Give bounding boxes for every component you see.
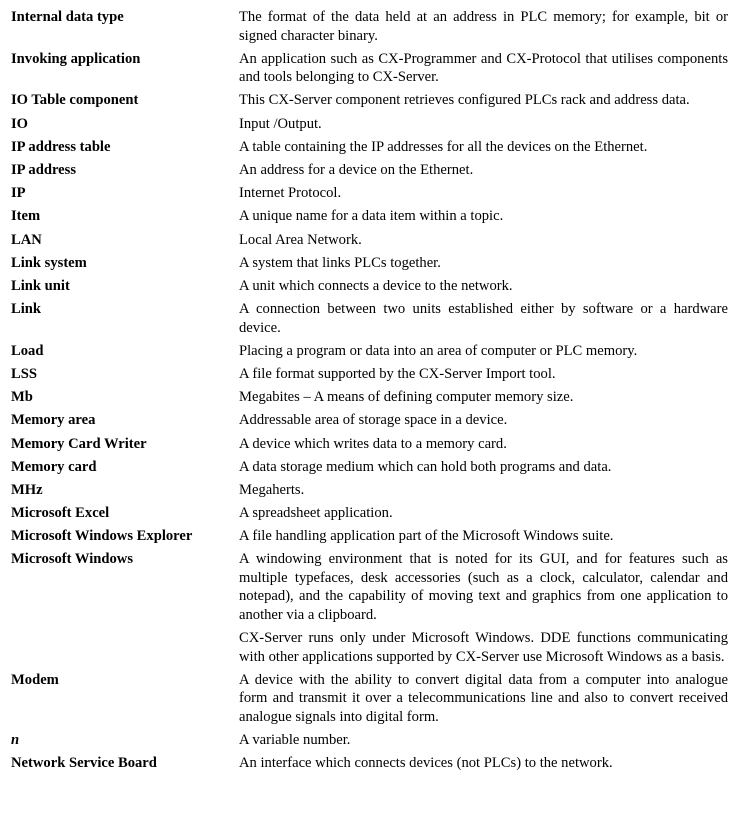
glossary-definition <box>239 671 728 727</box>
definition-paragraph: A table containing the IP addresses for all the devices on the Ethernet. <box>239 138 648 155</box>
glossary-entry <box>11 481 728 500</box>
glossary-term: IO Table component <box>11 92 139 109</box>
glossary-entry <box>11 550 728 666</box>
glossary-term: IP address table <box>11 138 111 155</box>
glossary-entry <box>11 435 728 454</box>
definition-paragraph: Internet Protocol. <box>239 185 342 202</box>
definition-paragraph: A unit which connects a device to the network. <box>239 277 513 294</box>
glossary-entry <box>11 138 728 157</box>
glossary-term: Link <box>11 301 42 318</box>
definition-paragraph: Megabites – A means of defining computer memory size. <box>239 389 574 406</box>
definition-paragraph: A windowing environment that is noted for its GUI, and for features such as multiple typefaces, desk accessories (such as a clock, calculator, calendar and notepad), and the capability of moving text and graphics from one application to another via a clipboard. <box>239 551 728 623</box>
glossary-definition <box>239 411 728 430</box>
glossary-entry <box>11 115 728 134</box>
definition-paragraph: Input /Output. <box>239 115 322 132</box>
glossary-entry <box>11 161 728 180</box>
definition-paragraph: A device with the ability to convert digital data from a computer into analogue form and transmit it over a telecommunications line and also to convert received analogue signals into digital form. <box>239 671 728 725</box>
definition-paragraph: This CX-Server component retrieves configured PLCs rack and address data. <box>239 92 690 109</box>
glossary-entry <box>11 458 728 477</box>
definition-paragraph: A system that links PLCs together. <box>239 254 441 271</box>
glossary-definition <box>239 161 728 180</box>
glossary-term: LAN <box>11 231 42 248</box>
glossary-definition <box>239 388 728 407</box>
definition-paragraph: A device which writes data to a memory card. <box>239 435 507 452</box>
glossary-term: Link system <box>11 254 87 271</box>
glossary-list <box>11 8 728 773</box>
glossary-entry <box>11 277 728 296</box>
definition-paragraph: A file handling application part of the Microsoft Windows suite. <box>239 528 614 545</box>
glossary-entry <box>11 504 728 523</box>
glossary-term: Mb <box>11 389 33 406</box>
glossary-entry <box>11 388 728 407</box>
definition-paragraph: A data storage medium which can hold both programs and data. <box>239 458 612 475</box>
glossary-entry <box>11 365 728 384</box>
glossary-definition <box>239 8 728 45</box>
glossary-entry <box>11 231 728 250</box>
definition-paragraph: Local Area Network. <box>239 231 362 248</box>
glossary-entry <box>11 671 728 727</box>
glossary-term: Memory area <box>11 412 96 429</box>
glossary-definition <box>239 277 728 296</box>
glossary-definition <box>239 115 728 134</box>
glossary-term: MHz <box>11 481 43 498</box>
glossary-term: Load <box>11 342 44 359</box>
glossary-term: IP <box>11 185 26 202</box>
glossary-term: Memory card <box>11 458 97 475</box>
glossary-entry <box>11 184 728 203</box>
glossary-definition <box>239 731 728 750</box>
glossary-term: IO <box>11 115 29 132</box>
glossary-term: Microsoft Excel <box>11 505 110 522</box>
glossary-definition <box>239 231 728 250</box>
definition-paragraph: An application such as CX-Programmer and CX-Protocol that utilises components and tools belonging to CX-Server. <box>239 50 728 86</box>
glossary-entry <box>11 731 728 750</box>
glossary-definition <box>239 527 728 546</box>
definition-paragraph: Placing a program or data into an area of computer or PLC memory. <box>239 342 638 359</box>
definition-paragraph: Addressable area of storage space in a device. <box>239 412 508 429</box>
glossary-definition <box>239 342 728 361</box>
glossary-entry <box>11 300 728 337</box>
glossary-entry <box>11 91 728 110</box>
glossary-definition <box>239 435 728 454</box>
glossary-entry <box>11 527 728 546</box>
glossary-definition <box>239 481 728 500</box>
glossary-entry <box>11 207 728 226</box>
definition-paragraph: Megaherts. <box>239 481 305 498</box>
glossary-entry <box>11 411 728 430</box>
definition-paragraph: A variable number. <box>239 732 351 748</box>
glossary-definition <box>239 184 728 203</box>
glossary-term: LSS <box>11 365 37 382</box>
glossary-definition <box>239 50 728 87</box>
definition-paragraph: A file format supported by the CX-Server Import tool. <box>239 365 556 382</box>
glossary-term: Internal data type <box>11 9 124 25</box>
glossary-definition <box>239 365 728 384</box>
glossary-definition <box>239 458 728 477</box>
glossary-term: Microsoft Windows <box>11 551 134 568</box>
definition-paragraph: An interface which connects devices (not PLCs) to the network. <box>239 755 613 772</box>
glossary-term: n <box>11 732 20 748</box>
glossary-entry <box>11 8 728 45</box>
glossary-definition <box>239 91 728 110</box>
glossary-term: Invoking application <box>11 50 141 67</box>
definition-paragraph: A spreadsheet application. <box>239 505 393 522</box>
glossary-definition <box>239 504 728 523</box>
glossary-definition <box>239 138 728 157</box>
glossary-entry <box>11 342 728 361</box>
glossary-definition <box>239 254 728 273</box>
glossary-definition <box>239 550 728 666</box>
glossary-term: Memory Card Writer <box>11 435 147 452</box>
glossary-term: Link unit <box>11 277 70 294</box>
glossary-definition <box>239 207 728 226</box>
glossary-definition <box>239 754 728 773</box>
definition-paragraph: A connection between two units established either by software or a hardware device. <box>239 301 728 336</box>
glossary-term: IP address <box>11 161 77 178</box>
definition-paragraph: An address for a device on the Ethernet. <box>239 161 474 178</box>
glossary-term: Item <box>11 208 41 225</box>
definition-paragraph: The format of the data held at an address in PLC memory; for example, bit or signed character binary. <box>239 9 728 44</box>
glossary-entry <box>11 254 728 273</box>
definition-paragraph: A unique name for a data item within a topic. <box>239 208 504 225</box>
glossary-term: Network Service Board <box>11 755 157 772</box>
glossary-definition <box>239 300 728 337</box>
glossary-term: Microsoft Windows Explorer <box>11 528 193 545</box>
glossary-entry <box>11 754 728 773</box>
definition-paragraph: CX-Server runs only under Microsoft Windows. DDE functions communicating with other applications supported by CX-Server use Microsoft Windows as a basis. <box>239 630 728 665</box>
glossary-entry <box>11 50 728 87</box>
glossary-term: Modem <box>11 671 59 688</box>
